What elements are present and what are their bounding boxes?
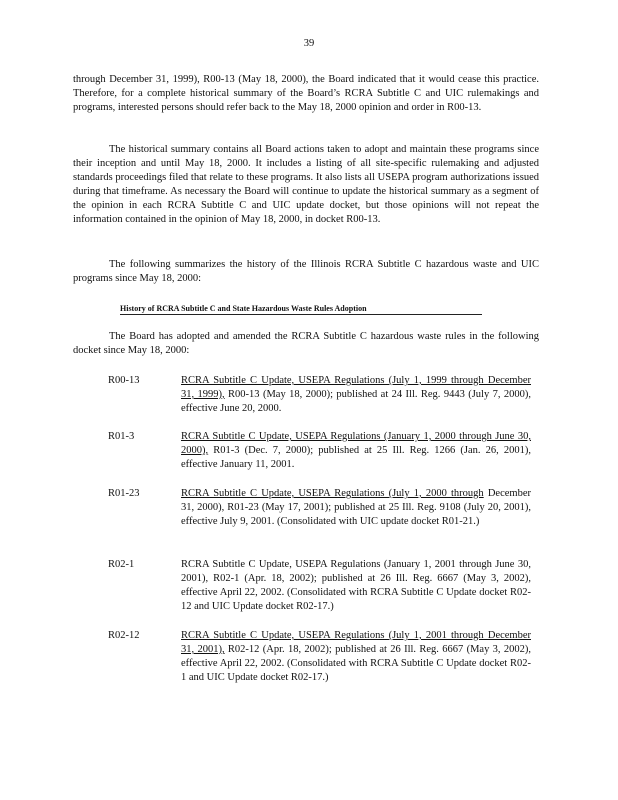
docket-title: RCRA Subtitle C Update, USEPA Regulations (January 1, 2000 through June 30, 2000), — [181, 431, 531, 456]
paragraph-history-intro: The following summarizes the history of the Illinois RCRA Subtitle C hazardous waste and UIC programs since May 18, 2000: — [73, 259, 539, 284]
docket-description — [181, 558, 531, 614]
docket-details: December 31, 2000), R01-23 (May 17, 2001); published at 25 Ill. Reg. 9108 (July 20, 2001), effective July 9, 2001. (Consolidated with UIC update docket R01-21.) — [181, 488, 531, 527]
docket-description — [181, 629, 531, 685]
docket-title: RCRA Subtitle C Update, USEPA Regulations (July 1, 1999 through December 31, 1999), — [181, 375, 531, 400]
docket-details: R02-12 (Apr. 18, 2002); published at 26 Ill. Reg. 6667 (May 3, 2002), effective April 22, 2002. (Consolidated with RCRA Subtitle C Update docket R02-1 and UIC Update docket R02-17.) — [181, 644, 532, 683]
docket-description — [181, 487, 531, 529]
section-heading-rule — [120, 314, 482, 315]
docket-details: RCRA Subtitle C Update, USEPA Regulations (January 1, 2001 through June 30, 2001), R02-1 (Apr. 18, 2002); published at 26 Ill. Reg. 6667 (May 3, 2002), effective April 22, 2002. (Consolidated with RCRA Subtitle C Update docket R02-12 and UIC Update docket R02-17.) — [181, 559, 531, 612]
docket-title: RCRA Subtitle C Update, USEPA Regulations (July 1, 2001 through December 31, 2001), — [181, 630, 531, 655]
docket-code: R02-12 — [108, 630, 140, 641]
page-number: 39 — [303, 38, 315, 49]
docket-code: R00-13 — [108, 375, 140, 386]
docket-code: R01-23 — [108, 488, 140, 499]
docket-code: R01-3 — [108, 431, 135, 442]
docket-description — [181, 374, 531, 416]
docket-details: R01-3 (Dec. 7, 2000); published at 25 Ill. Reg. 1266 (Jan. 26, 2001), effective January 11, 2001. — [181, 445, 531, 470]
docket-code: R02-1 — [108, 559, 135, 570]
docket-title: RCRA Subtitle C Update, USEPA Regulations (July 1, 2000 through — [181, 488, 484, 499]
paragraph-historical-summary: The historical summary contains all Board actions taken to adopt and maintain these programs since their inception and until May 18, 2000. It includes a listing of all site-specific rulemaking and adjusted standards proceedings filed that relate to these programs. It also lists all USEPA program authorizations issued during that timeframe. As necessary the Board will continue to update the historical summary as a segment of the opinion in each RCRA Subtitle C and UIC update docket, but those opinions will not repeat the information contained in the opinion of May 18, 2000, in docket R00-13. — [73, 144, 539, 225]
paragraph-dockets-intro: The Board has adopted and amended the RCRA Subtitle C hazardous waste rules in the following docket since May 18, 2000: — [73, 331, 539, 356]
paragraph-continuation: through December 31, 1999), R00-13 (May 18, 2000), the Board indicated that it would cease this practice. Therefore, for a complete historical summary of the Board’s RCRA Subtitle C and UIC rulemakings and programs, interested persons should refer back to the May 18, 2000 opinion and order in R00-13. — [73, 74, 539, 113]
docket-details: R00-13 (May 18, 2000); published at 24 Ill. Reg. 9443 (July 7, 2000), effective June 20, 2000. — [181, 389, 532, 414]
section-heading: History of RCRA Subtitle C and State Hazardous Waste Rules Adoption — [120, 304, 367, 313]
docket-description — [181, 430, 531, 472]
